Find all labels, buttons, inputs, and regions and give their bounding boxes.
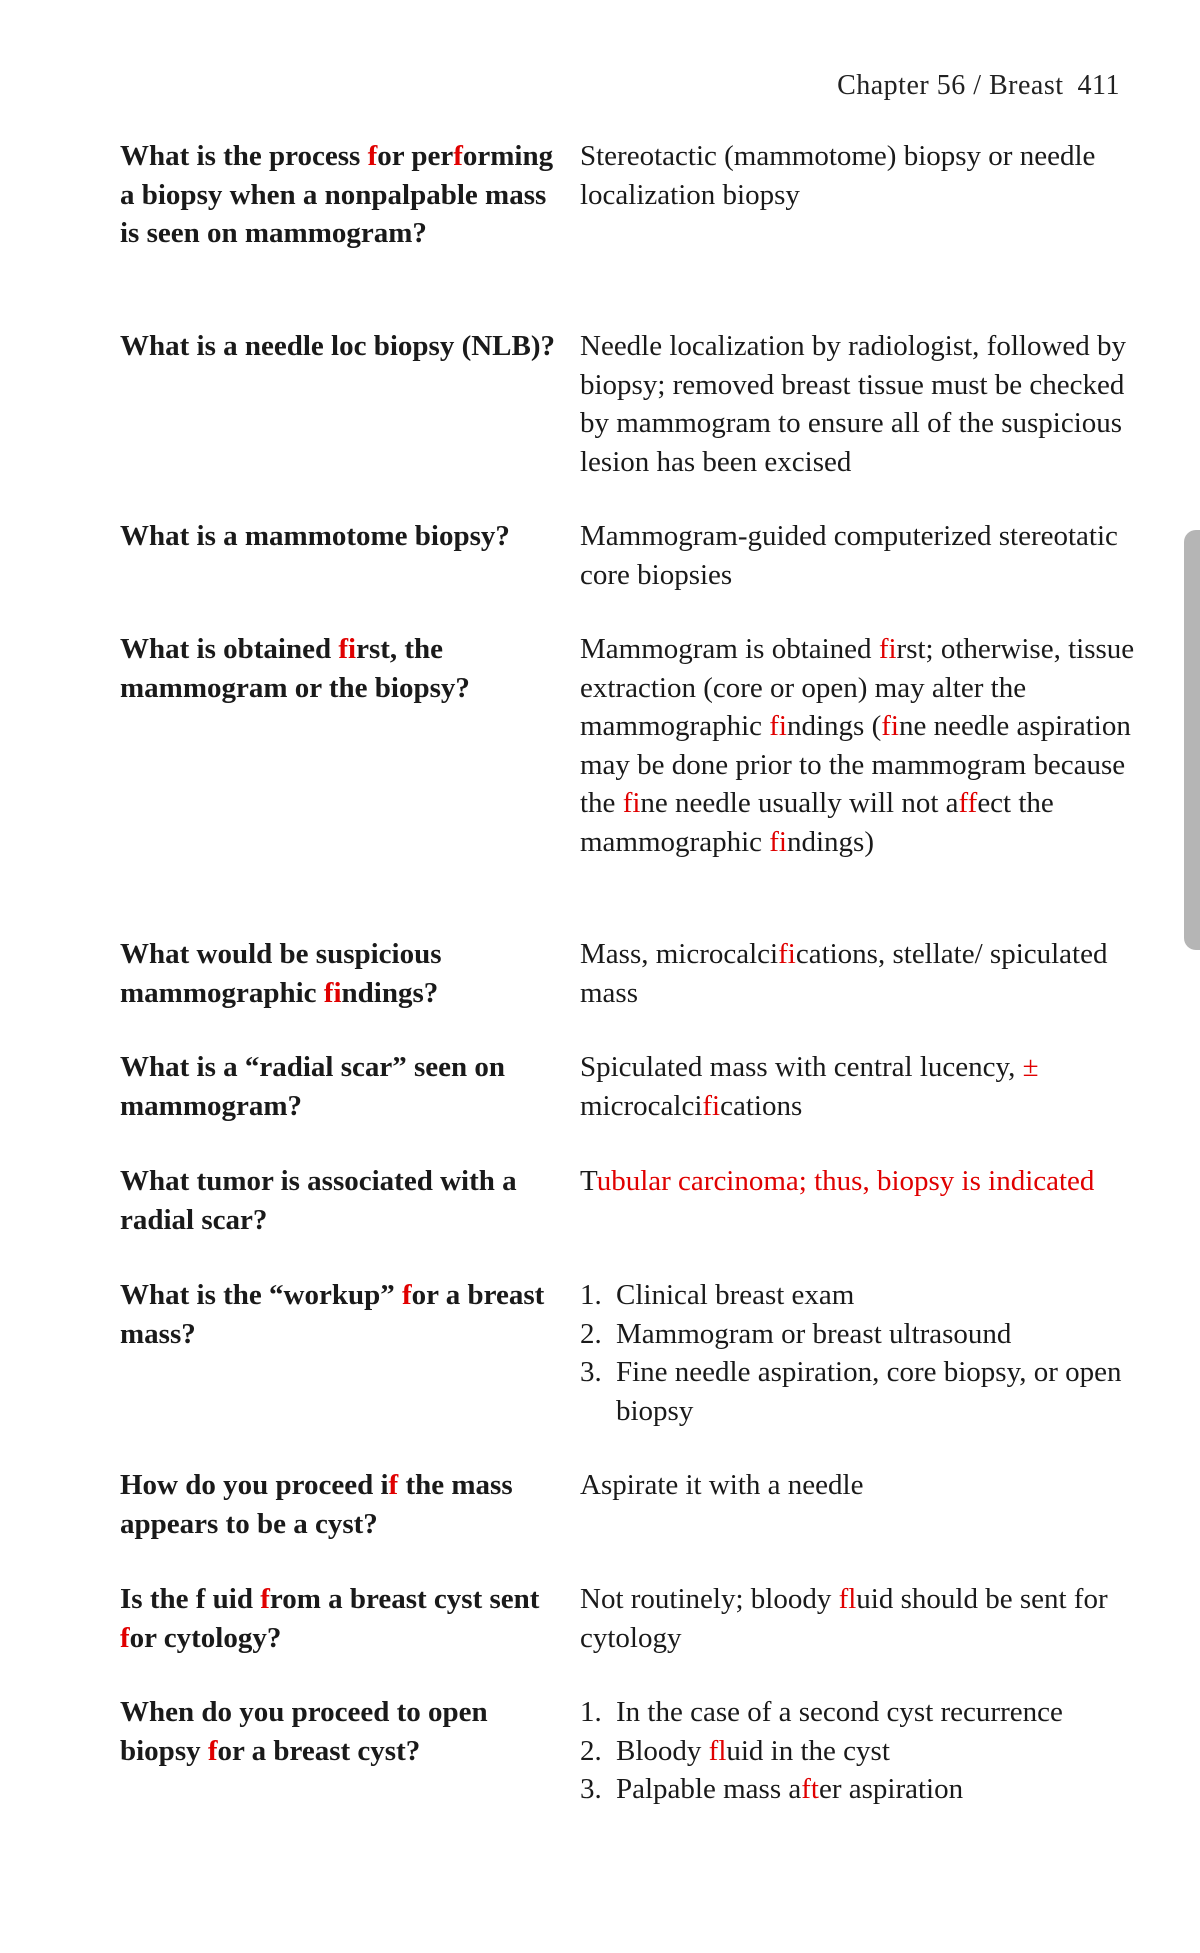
text-run: ne needle usually will not a [640, 787, 959, 819]
text-run: What tumor is associated with a radial scar? [120, 1165, 517, 1236]
text-run: microcalci [580, 1089, 703, 1122]
list-text [616, 1318, 1011, 1350]
list-number: 1. [580, 1696, 602, 1728]
highlighted-glyph: ubular carcinoma; thus, biopsy is indicated [596, 1165, 1095, 1197]
text-run: T [580, 1165, 597, 1197]
answer [580, 1693, 1140, 1809]
question [120, 935, 560, 1012]
answer [580, 327, 1140, 481]
text-run: What is the process [120, 140, 368, 172]
text-run: Needle localization by radiologist, followed by biopsy; removed breast tissue must be checked by mammogram to ensure all of the suspicious lesion has been excised [580, 330, 1127, 478]
list-number: 2. [580, 1317, 602, 1350]
text-run: uid in the cyst [726, 1734, 890, 1767]
text-run: What is the “workup” [120, 1279, 402, 1311]
answer [580, 1162, 1140, 1201]
text-run: Mass, microcalci [580, 938, 779, 970]
question [120, 1162, 560, 1239]
text-run: Mammogram is obtained [580, 633, 879, 665]
text-run: uid should be sent for cytology [580, 1583, 1108, 1654]
highlighted-glyph: f [453, 140, 463, 172]
thumb-index-tab [1184, 530, 1200, 950]
list-item [580, 1315, 1140, 1354]
text-run: Clinical breast exam [616, 1279, 855, 1311]
text-run: ect the mammographic [580, 787, 1054, 858]
highlighted-glyph: fi [622, 787, 641, 819]
highlighted-glyph: fi [878, 633, 897, 665]
running-header [837, 70, 1120, 102]
highlighted-glyph: ff [958, 787, 978, 819]
answer [580, 1466, 1140, 1505]
chapter-title: Chapter 56 / Breast [837, 70, 1064, 101]
text-run: ndings ( [786, 710, 882, 742]
text-run: rom a breast cyst sent [269, 1583, 540, 1615]
question [120, 1048, 560, 1125]
text-run: Stereotactic (mammotome) biopsy or needle localization biopsy [580, 140, 1096, 211]
list-text [616, 1279, 854, 1311]
answer [580, 137, 1140, 214]
answer [580, 630, 1140, 861]
highlighted-glyph: fl [838, 1583, 857, 1615]
question [120, 327, 560, 366]
highlighted-glyph: fi [338, 633, 357, 665]
highlighted-glyph: fi [769, 825, 787, 858]
text-run: orming a biopsy when a nonpalpable mass is seen on mammogram? [120, 140, 554, 249]
text-run: Mammogram-guided computerized stereotatic core biopsies [580, 520, 1118, 591]
highlighted-glyph: ft [801, 1773, 819, 1805]
answer-list [580, 1276, 1140, 1430]
text-run: cations, stellate/ spiculated mass [580, 938, 1108, 1009]
text-run: or cytology? [129, 1621, 282, 1654]
text-run: What would be suspicious mammographic [120, 938, 442, 1009]
text-run: Fine needle aspiration, core biopsy, or open biopsy [616, 1356, 1122, 1427]
answer [580, 1580, 1140, 1657]
question [120, 1466, 560, 1543]
highlighted-glyph: fi [323, 976, 342, 1009]
question [120, 517, 560, 556]
answer [580, 935, 1140, 1012]
list-item [580, 1276, 1140, 1315]
text-run: er aspiration [818, 1773, 964, 1805]
text-run: Aspirate it with a needle [580, 1469, 864, 1501]
text-run: rst, the mammogram or the biopsy? [120, 633, 470, 704]
list-item [580, 1732, 1140, 1771]
text-run: What is obtained [120, 633, 339, 665]
list-item [580, 1693, 1140, 1732]
highlighted-glyph: fi [881, 710, 899, 742]
text-run: When do you proceed to open biopsy [120, 1696, 488, 1767]
question [120, 1580, 560, 1657]
text-run: the mass appears to be a cyst? [120, 1469, 513, 1540]
question [120, 1276, 560, 1353]
list-text [616, 1735, 890, 1767]
text-run: or a breast cyst? [217, 1734, 421, 1767]
text-run: or a breast mass? [120, 1279, 545, 1350]
question [120, 137, 560, 253]
highlighted-glyph: fl [708, 1734, 727, 1767]
text-run: ndings? [341, 976, 439, 1009]
highlighted-glyph: f [120, 1621, 130, 1654]
list-text [616, 1773, 963, 1805]
highlighted-glyph: f [260, 1583, 270, 1615]
text-run: In the case of a second cyst recurrence [616, 1696, 1063, 1728]
list-text [616, 1356, 1121, 1427]
highlighted-glyph: fi [778, 938, 796, 970]
list-number: 2. [580, 1734, 602, 1767]
answer [580, 517, 1140, 594]
answer-list [580, 1693, 1140, 1809]
text-run: What is a needle loc biopsy (NLB)? [120, 330, 556, 362]
highlighted-glyph: f [388, 1469, 399, 1501]
question [120, 630, 560, 707]
text-run: Is the f uid [120, 1583, 261, 1615]
list-number: 1. [580, 1279, 602, 1311]
text-run: What is a mammotome biopsy? [120, 520, 510, 552]
text-run: ne needle aspiration may be done prior to the mammogram because the [580, 710, 1131, 819]
text-run: What is a “radial scar” seen on mammogram? [120, 1051, 506, 1122]
text-run: or per [377, 140, 454, 172]
question [120, 1693, 560, 1770]
list-item [580, 1770, 1140, 1809]
text-run: Spiculated mass with central lucency, [580, 1051, 1023, 1083]
highlighted-glyph: f [367, 140, 378, 172]
list-text [616, 1696, 1063, 1728]
answer [580, 1048, 1140, 1125]
highlighted-glyph: ± [1022, 1051, 1039, 1083]
list-number: 3. [580, 1356, 602, 1388]
highlighted-glyph: fi [702, 1089, 721, 1122]
text-run: cations [720, 1089, 803, 1122]
text-run: rst; otherwise, tissue extraction (core or open) may alter the mammographic [580, 633, 1135, 742]
text-run: Mammogram or breast ultrasound [616, 1317, 1012, 1350]
highlighted-glyph: f [402, 1279, 412, 1311]
page-number: 411 [1077, 70, 1120, 101]
text-run: ndings) [786, 825, 874, 858]
list-item [580, 1353, 1140, 1430]
text-run: How do you proceed i [120, 1469, 389, 1501]
text-run: Not routinely; bloody [580, 1583, 839, 1615]
highlighted-glyph: fi [769, 710, 787, 742]
text-run: Palpable mass a [616, 1773, 802, 1805]
answer [580, 1276, 1140, 1430]
highlighted-glyph: f [207, 1734, 218, 1767]
text-run: Bloody [616, 1734, 709, 1767]
list-number: 3. [580, 1773, 602, 1805]
